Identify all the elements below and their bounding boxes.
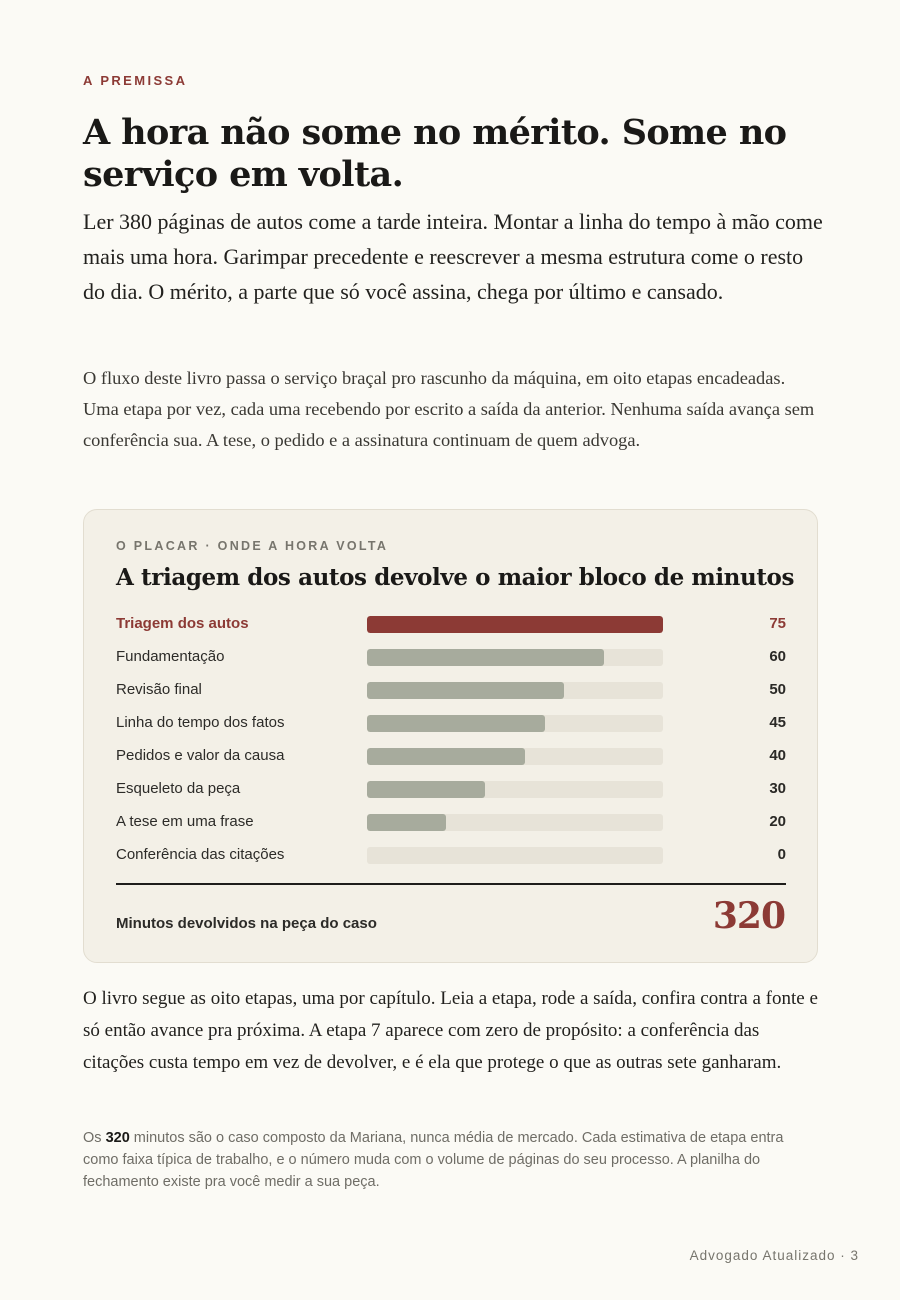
bar-value: 40 <box>769 747 786 764</box>
page-footer: Advogado Atualizado · 3 <box>689 1248 859 1263</box>
page-headline: A hora não some no mérito. Some no serviço em volta. <box>83 112 787 195</box>
bar-track <box>367 682 663 699</box>
bar-value: 75 <box>769 615 786 632</box>
bar-track <box>367 616 663 633</box>
total-rule <box>116 883 786 885</box>
section-eyebrow: A PREMISSA <box>83 73 188 88</box>
bar <box>367 781 485 798</box>
bar-value: 60 <box>769 648 786 665</box>
bar-row <box>116 608 786 641</box>
bar-row <box>116 740 786 773</box>
total-label: Minutos devolvidos na peça do caso <box>116 915 377 932</box>
bar-row <box>116 641 786 674</box>
bar-value: 50 <box>769 681 786 698</box>
bar-label: A tese em uma frase <box>116 813 254 830</box>
bar-label: Conferência das citações <box>116 846 285 863</box>
bar-track <box>367 781 663 798</box>
lead-paragraph: Ler 380 páginas de autos come a tarde inteira. Montar a linha do tempo à mão come mais uma hora. Garimpar precedente e reescrever a mesma estrutura come o resto do dia. O mérito, a parte que só você assina, chega por último e cansado. <box>83 209 823 304</box>
bar-value: 0 <box>777 846 786 863</box>
bar-value: 20 <box>769 813 786 830</box>
bar-label: Linha do tempo dos fatos <box>116 714 285 731</box>
bar-value: 30 <box>769 780 786 797</box>
bar <box>367 814 446 831</box>
footnote-text: minutos são o caso composto da Mariana, nunca média de mercado. Cada estimativa de etapa entra como faixa típica de trabalho, e o número muda com o volume de páginas do seu processo. A planilha do fechamento existe pra você medir a sua peça. <box>83 1130 784 1190</box>
bar <box>367 715 545 732</box>
bar-value: 45 <box>769 714 786 731</box>
footnote-prefix: Os <box>83 1130 106 1146</box>
total-value: 320 <box>712 895 785 937</box>
bar-chart <box>116 608 786 872</box>
closing-paragraph: O livro segue as oito etapas, uma por capítulo. Leia a etapa, rode a saída, confira contra a fonte e só então avance pra próxima. A etapa 7 aparece com zero de propósito: a conferência das citações custa tempo em vez de devolver, e é ela que protege o que as outras sete ganharam. <box>83 988 818 1073</box>
bar-row <box>116 806 786 839</box>
footnote <box>83 1127 818 1193</box>
bar-label: Pedidos e valor da causa <box>116 747 285 764</box>
bar-label: Fundamentação <box>116 648 225 665</box>
bar-track <box>367 649 663 666</box>
footnote-number: 320 <box>105 1130 130 1146</box>
scoreboard-card <box>83 509 818 963</box>
bar-track <box>367 814 663 831</box>
body-paragraph: O fluxo deste livro passa o serviço braçal pro rascunho da máquina, em oito etapas encadeadas. Uma etapa por vez, cada uma recebendo por escrito a saída da anterior. Nenhuma saída avança sem conferência sua. A tese, o pedido e a assinatura continuam de quem advoga. <box>83 368 815 450</box>
bar <box>367 616 663 633</box>
bar-label: Esqueleto da peça <box>116 780 241 797</box>
bar <box>367 748 525 765</box>
bar-row <box>116 674 786 707</box>
bar-row <box>116 707 786 740</box>
scoreboard-title: A triagem dos autos devolve o maior bloco de minutos <box>116 564 795 591</box>
scoreboard-kicker: O PLACAR · ONDE A HORA VOLTA <box>116 539 389 553</box>
bar-label: Triagem dos autos <box>116 615 249 632</box>
bar-track <box>367 847 663 864</box>
bar <box>367 682 564 699</box>
bar-track <box>367 715 663 732</box>
bar-track <box>367 748 663 765</box>
bar <box>367 649 604 666</box>
bar-label: Revisão final <box>116 681 202 698</box>
bar-row <box>116 839 786 872</box>
bar-row <box>116 773 786 806</box>
